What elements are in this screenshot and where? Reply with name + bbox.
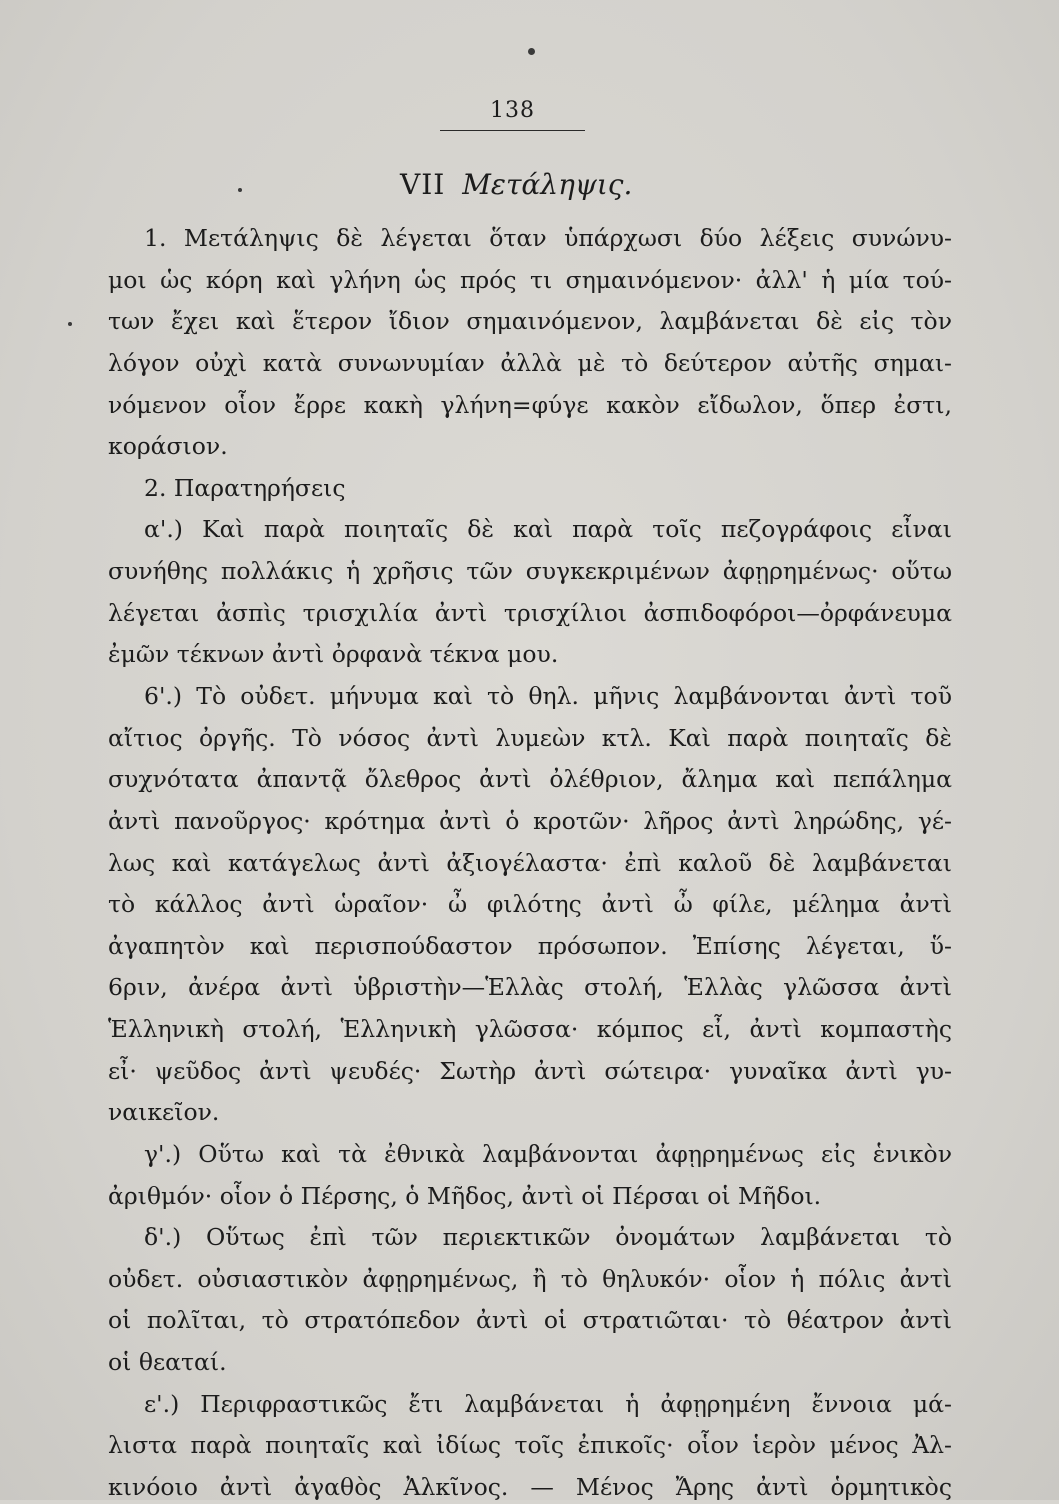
text-line: ἐμῶν τέκνων ἀντὶ ὀρφανὰ τέκνα μου.: [108, 640, 559, 669]
text-line: ε'.) Περιφραστικῶς ἔτι λαμβάνεται ἡ ἀφῃρημένη ἔννοια μά-: [144, 1389, 952, 1418]
text-line: εἶ· ψεῦδος ἀντὶ ψευδές· Σωτὴρ ἀντὶ σώτειρα· γυναῖκα ἀντὶ γυ-: [108, 1056, 952, 1085]
text-line: ἀντὶ πανοῦργος· κρότημα ἀντὶ ὁ κροτῶν· λῆρος ἀντὶ ληρώδης, γέ-: [108, 806, 952, 835]
chapter-title: Μετάληψις.: [462, 168, 633, 201]
print-speck: [68, 322, 72, 326]
text-line: 6ριν, ἀνέρα ἀντὶ ὑβριστὴν—Ἑλλὰς στολή, Ἑλλὰς γλῶσσα ἀντὶ: [108, 973, 952, 1002]
text-line: οἱ θεαταί.: [108, 1348, 227, 1377]
text-line: κοράσιον.: [108, 432, 228, 461]
text-line: 2. Παρατηρήσεις: [144, 473, 346, 502]
print-speck: [238, 188, 242, 192]
text-line: λόγον οὐχὶ κατὰ συνωνυμίαν ἀλλὰ μὲ τὸ δεύτερον αὐτῆς σημαι-: [108, 348, 952, 377]
text-line: γ'.) Οὕτω καὶ τὰ ἐθνικὰ λαμβάνονται ἀφῃρημένως εἰς ἑνικὸν: [144, 1139, 952, 1168]
text-line: λως καὶ κατάγελως ἀντὶ ἀξιογέλαστα· ἐπὶ καλοῦ δὲ λαμβάνεται: [108, 848, 952, 877]
print-speck: [528, 48, 535, 55]
text-line: λέγεται ἀσπὶς τρισχιλία ἀντὶ τρισχίλιοι ἀσπιδοφόροι—ὀρφάνευμα: [108, 598, 952, 627]
page-number: 138: [490, 98, 535, 123]
text-line: συχνότατα ἀπαντᾷ ὄλεθρος ἀντὶ ὀλέθριον, ἄλημα καὶ πεπάλημα: [108, 765, 952, 794]
text-line: αἴτιος ὀργῆς. Τὸ νόσος ἀντὶ λυμεὼν κτλ. Καὶ παρὰ ποιηταῖς δὲ: [108, 723, 952, 752]
text-line: κινόοιο ἀντὶ ἀγαθὸς Ἀλκῖνος. — Μένος Ἄρης ἀντὶ ὁρμητικὸς: [108, 1473, 952, 1501]
chapter-heading: [400, 168, 632, 201]
text-line: 1. Μετάληψις δὲ λέγεται ὅταν ὑπάρχωσι δύο λέξεις συνώνυ-: [144, 224, 952, 252]
text-line: ναικεῖον.: [108, 1098, 220, 1127]
text-line: νόμενον οἷον ἔρρε κακὴ γλήνη=φύγε κακὸν εἴδωλον, ὅπερ ἐστι,: [108, 390, 952, 419]
text-line: των ἔχει καὶ ἕτερον ἴδιον σημαινόμενον, λαμβάνεται δὲ εἰς τὸν: [108, 307, 952, 336]
text-line: ἀριθμόν· οἷον ὁ Πέρσης, ὁ Μῆδος, ἀντὶ οἱ Πέρσαι οἱ Μῆδοι.: [108, 1181, 822, 1210]
chapter-numeral: VII: [400, 168, 446, 201]
text-line: οἱ πολῖται, τὸ στρατόπεδον ἀντὶ οἱ στρατιῶται· τὸ θέατρον ἀντὶ: [108, 1306, 952, 1335]
text-line: οὐδετ. οὐσιαστικὸν ἀφῃρημένως, ἢ τὸ θηλυκόν· οἷον ἡ πόλις ἀντὶ: [108, 1264, 952, 1293]
text-line: ἀγαπητὸν καὶ περισπούδαστον πρόσωπον. Ἐπίσης λέγεται, ὕ-: [108, 931, 952, 960]
text-line: τὸ κάλλος ἀντὶ ὡραῖον· ὦ φιλότης ἀντὶ ὦ φίλε, μέλημα ἀντὶ: [108, 890, 952, 919]
text-line: δ'.) Οὕτως ἐπὶ τῶν περιεκτικῶν ὀνομάτων λαμβάνεται τὸ: [144, 1223, 952, 1252]
text-line: α'.) Καὶ παρὰ ποιηταῖς δὲ καὶ παρὰ τοῖς πεζογράφοις εἶναι: [144, 515, 952, 544]
text-line: συνήθης πολλάκις ἡ χρῆσις τῶν συγκεκριμένων ἀφῃρημένως· οὕτω: [108, 557, 952, 586]
header-rule: [440, 130, 585, 131]
text-line: μοι ὡς κόρη καὶ γλήνη ὡς πρός τι σημαινόμενον· ἀλλ' ἡ μία τού-: [108, 265, 952, 294]
text-line: λιστα παρὰ ποιηταῖς καὶ ἰδίως τοῖς ἐπικοῖς· οἷον ἱερὸν μένος Ἀλ-: [108, 1431, 952, 1460]
text-line: Ἑλληνικὴ στολή, Ἑλληνικὴ γλῶσσα· κόμπος εἶ, ἀντὶ κομπαστὴς: [108, 1015, 952, 1044]
text-line: 6'.) Τὸ οὐδετ. μήνυμα καὶ τὸ θηλ. μῆνις λαμβάνονται ἀντὶ τοῦ: [144, 681, 952, 710]
